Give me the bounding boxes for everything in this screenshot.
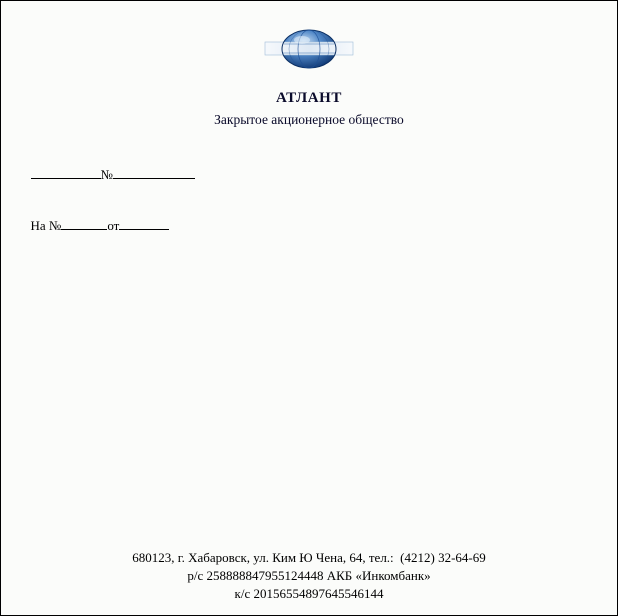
footer-corr-account-line: к/с 20156554897645546144 [234,586,384,601]
reference-incoming-rule [61,217,107,230]
reference-incoming-line [11,200,195,251]
logo-container [1,27,617,71]
reference-block [11,149,195,251]
footer-requisites [1,549,617,603]
reference-incoming-label: На № [30,218,62,233]
reference-number-label: № [100,167,113,182]
reference-date-rule [119,217,169,230]
reference-date-label: от [107,218,120,233]
footer-account-line: р/с 258888847955124448 АКБ «Инкомбанк» [187,568,431,583]
reference-number-line [11,149,195,200]
footer-address-line: 680123, г. Хабаровск, ул. Ким Ю Чена, 64, тел.: (4212) 32-64-69 [132,550,486,565]
globe-logo-icon [261,27,357,71]
reference-number-rule-left [31,166,101,179]
reference-number-rule-right [113,166,195,179]
company-legal-form: Закрытое акционерное общество [214,112,404,127]
company-identity [1,89,617,130]
company-name: АТЛАНТ [275,90,343,106]
